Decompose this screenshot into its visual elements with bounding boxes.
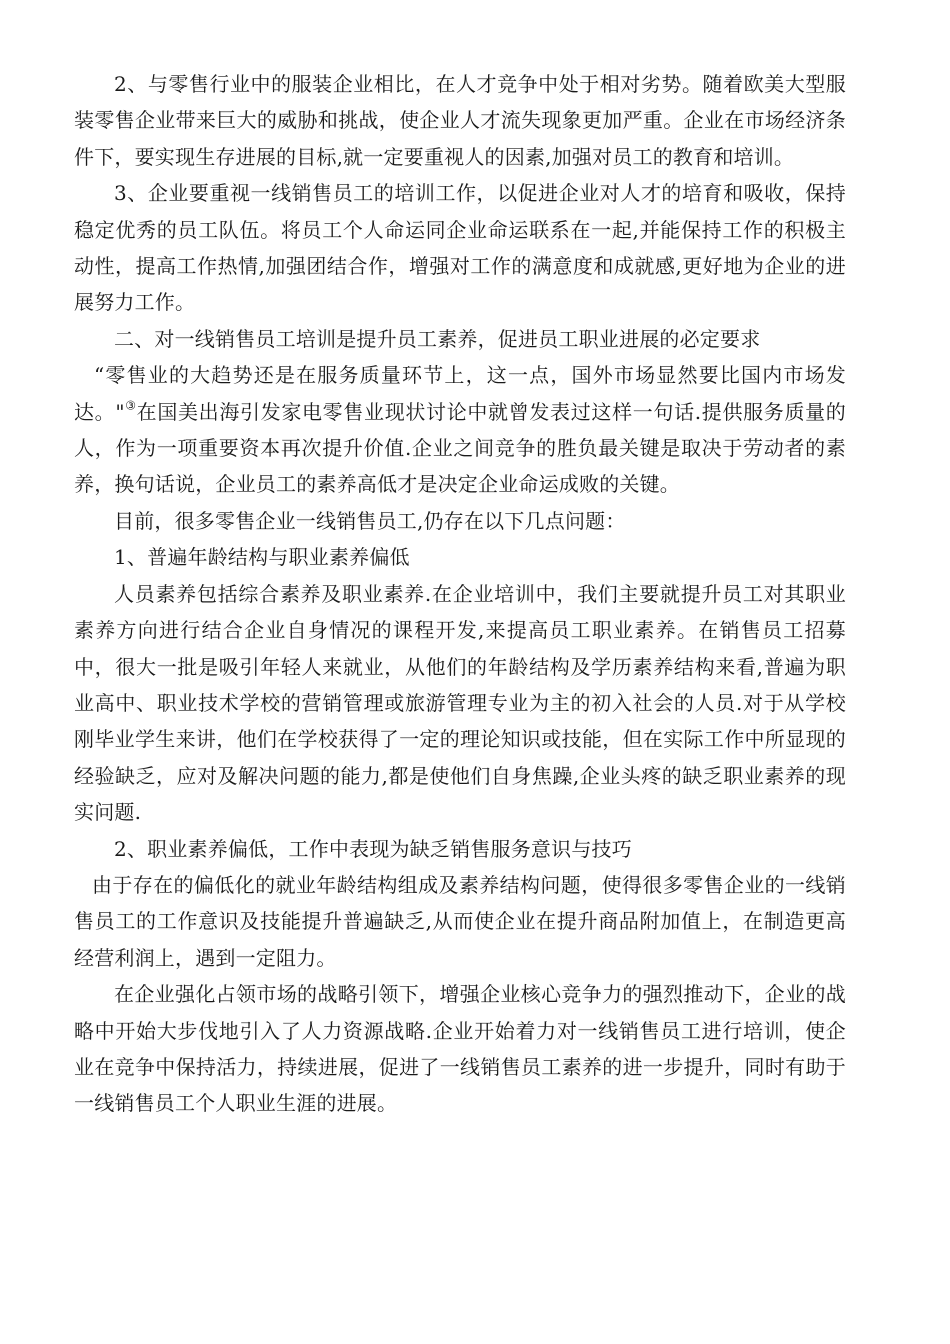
subheading-problem-1: 1、普遍年龄结构与职业素养偏低 <box>114 545 410 570</box>
document-page <box>74 66 846 1122</box>
quote-continuation: 在国美出海引发家电零售业现状讨论中就曾发表过这样一句话.提供服务质量的人，作为一项重要资本再次提升价值.企业之间竞争的胜负最关键是取决于劳动者的素养，换句话说，企业员工的素养高低才是决定企业命运成败的关键。 <box>74 399 846 497</box>
subheading-problem-2: 2、职业素养偏低，工作中表现为缺乏销售服务意识与技巧 <box>114 836 632 861</box>
footnote-marker: ③ <box>124 398 137 413</box>
paragraph-point-2: 2、与零售行业中的服装企业相比，在人才竞争中处于相对劣势。随着欧美大型服装零售企业带来巨大的威胁和挑战，使企业人才流失现象更加严重。企业在市场经济条件下，要实现生存进展的目标,就一定要重视人的因素,加强对员工的教育和培训。 <box>74 72 846 169</box>
paragraph-intro-problems: 目前，很多零售企业一线销售员工,仍存在以下几点问题： <box>114 508 626 533</box>
paragraph-problem-1: 人员素养包括综合素养及职业素养.在企业培训中，我们主要就提升员工对其职业素养方向进行结合企业自身情况的课程开发,来提高员工职业素养。在销售员工招募中，很大一批是吸引年轻人来就业，从他们的年龄结构及学历素养结构来看,普遍为职业高中、职业技术学校的营销管理或旅游管理专业为主的初入社会的人员.对于从学校刚毕业学生来讲，他们在学校获得了一定的理论知识或技能，但在实际工作中所显现的经验缺乏，应对及解决问题的能力,都是使他们自身焦躁,企业头疼的缺乏职业素养的现实问题. <box>74 581 846 825</box>
paragraph-quote <box>74 357 846 503</box>
quote-text: “零售业的大趋势还是在服务质量环节上，这一点，国外市场显然要比国内市场发达。" <box>74 363 846 424</box>
section-heading-2: 二、对一线销售员工培训是提升员工素养，促进员工职业进展的必定要求 <box>114 326 761 351</box>
paragraph-problem-2: 由于存在的偏低化的就业年龄结构组成及素养结构问题，使得很多零售企业的一线销售员工的工作意识及技能提升普遍缺乏,从而使企业在提升商品附加值上，在制造更高经营利润上，遇到一定阻力。 <box>74 872 846 970</box>
paragraph-strategy: 在企业强化占领市场的战略引领下，增强企业核心竞争力的强烈推动下，企业的战略中开始大步伐地引入了人力资源战略.企业开始着力对一线销售员工进行培训，使企业在竞争中保持活力，持续进展，促进了一线销售员工素养的进一步提升，同时有助于一线销售员工个人职业生涯的进展。 <box>74 982 846 1116</box>
paragraph-point-3: 3、企业要重视一线销售员工的培训工作，以促进企业对人才的培育和吸收，保持稳定优秀的员工队伍。将员工个人命运同企业命运联系在一起,并能保持工作的积极主动性，提高工作热情,加强团结合作，增强对工作的满意度和成就感,更好地为企业的进展努力工作。 <box>74 181 846 315</box>
